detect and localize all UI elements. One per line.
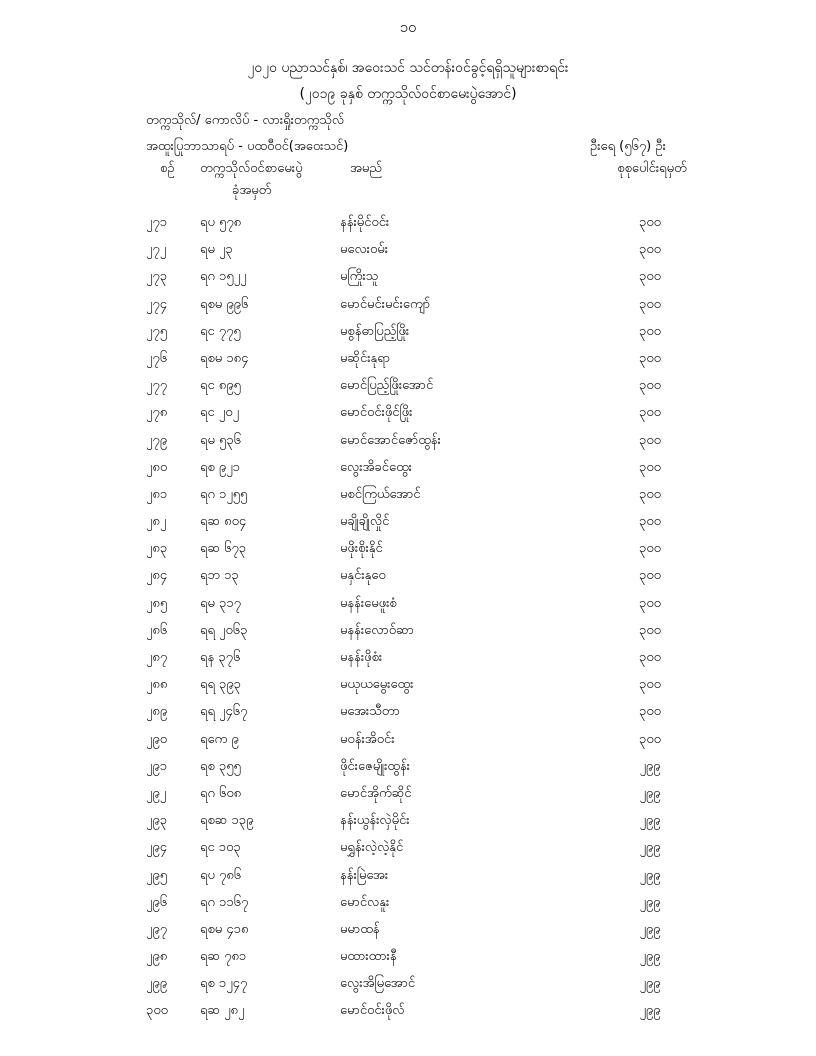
student-name: မနှင်းနုဝေ bbox=[340, 568, 386, 584]
student-name: မစင်ကြယ်အောင် bbox=[340, 486, 421, 502]
student-name: လွေးအိခင်ထွေး bbox=[340, 459, 412, 475]
roll-number: ရစမ ၉၉၆ bbox=[200, 296, 249, 312]
total-score: ၃၀၀ bbox=[639, 704, 661, 720]
roll-number: ရင ၇၇၅ bbox=[200, 323, 241, 339]
student-name: မောင်ပြည့်ဖြိုးအောင် bbox=[340, 378, 434, 394]
student-name: မောင်မင်းမင်းကျော် bbox=[340, 296, 431, 312]
total-score: ၃၀၀ bbox=[639, 459, 661, 475]
total-score: ၂၉၉ bbox=[639, 949, 661, 965]
row-number: ၂၈၂ bbox=[146, 514, 167, 530]
roll-number: ရဂ ၁၅၂၂ bbox=[200, 269, 247, 285]
row-number: ၂၈၃ bbox=[146, 541, 168, 557]
student-name: နန်းမြဲအေး bbox=[340, 867, 389, 883]
row-number: ၂၉၅ bbox=[146, 867, 168, 883]
total-score: ၃၀၀ bbox=[639, 378, 661, 394]
row-number: ၂၈၁ bbox=[146, 486, 168, 502]
row-number: ၂၈၉ bbox=[146, 704, 168, 720]
total-score: ၂၉၉ bbox=[639, 894, 661, 910]
student-name: မောင်အောင်ဇော်ထွန်း bbox=[340, 432, 441, 448]
total-score: ၂၉၉ bbox=[639, 785, 661, 801]
page-number: ၁၀ bbox=[399, 18, 417, 36]
table-row bbox=[0, 595, 816, 622]
roll-number: ရဆ ၂၈၂ bbox=[200, 1003, 245, 1019]
table-row bbox=[0, 921, 816, 948]
table-row bbox=[0, 1002, 816, 1029]
university-line: တက္ကသိုလ်/ ကောလိပ် - လားရှိုးတက္ကသိုလ် bbox=[146, 113, 345, 128]
total-score: ၃၀၀ bbox=[639, 405, 661, 421]
table-row bbox=[0, 214, 816, 241]
table-row bbox=[0, 867, 816, 894]
student-name: မလေးဝမ်း bbox=[340, 242, 389, 258]
roll-number: ရစ ၉၂၁ bbox=[200, 459, 240, 475]
table-row bbox=[0, 785, 816, 812]
student-name: မောင်အိုက်ဆိုင် bbox=[340, 785, 412, 801]
row-number: ၂၈၆ bbox=[146, 622, 168, 638]
student-name: နန်းယွန်းလှဲမိုင်း bbox=[340, 813, 410, 829]
table-row bbox=[0, 296, 816, 323]
roll-number: ရစမ ၄၁၈ bbox=[200, 921, 249, 937]
header-roll: တက္ကသိုလ်ဝင်စာမေးပွဲ bbox=[200, 161, 303, 176]
roll-number: ရပ ၇၈၆ bbox=[200, 867, 242, 883]
student-name: ဖိုင်းဇေမျိုးထွန်း bbox=[340, 758, 410, 774]
student-name: မထားထားနီ bbox=[340, 949, 397, 965]
total-score: ၃၀၀ bbox=[639, 215, 661, 230]
table-row bbox=[0, 432, 816, 459]
total-score: ၃၀၀ bbox=[639, 650, 661, 665]
total-score: ၃၀၀ bbox=[639, 269, 661, 285]
student-name: မောင်လနူး bbox=[340, 894, 390, 910]
table-row bbox=[0, 676, 816, 703]
roll-number: ရဆ ၇၈၁ bbox=[200, 949, 247, 965]
row-number: ၂၈၅ bbox=[146, 595, 168, 611]
table-row bbox=[0, 948, 816, 975]
table-row bbox=[0, 731, 816, 758]
student-name: မစွန်ဓာပြည့်ဖြိုး bbox=[340, 323, 410, 339]
total-score: ၂၉၉ bbox=[639, 867, 661, 883]
roll-number: ရဆ ၈၀၄ bbox=[200, 514, 247, 530]
row-number: ၂၉၄ bbox=[146, 840, 168, 856]
row-number: ၂၉၈ bbox=[146, 949, 168, 965]
table-row bbox=[0, 377, 816, 404]
student-name: မရွှန်းလဲ့လဲ့နိုင် bbox=[340, 840, 404, 856]
total-count: ဦးရေ (၅၆၇) ဦး bbox=[590, 139, 666, 154]
header-roll-line2: ခုံအမှတ် bbox=[232, 183, 272, 198]
major-line: အထူးပြုဘာသာရပ် - ပထဝီဝင်(အဝေးသင်) bbox=[146, 139, 349, 154]
row-number: ၂၉၇ bbox=[146, 921, 168, 937]
roll-number: ရဘ ၁၃ bbox=[200, 568, 239, 584]
student-name: နန်းမိုင်ဝင်း bbox=[340, 215, 390, 230]
row-number: ၂၈၀ bbox=[146, 459, 168, 475]
total-score: ၂၉၉ bbox=[639, 758, 661, 774]
document-title: ၂၀၂၀ ပညာသင်နှစ်၊ အဝေးသင် သင်တန်းဝင်ခွင့်ရရှိသူများစာရင်း bbox=[247, 60, 569, 76]
total-score: ၃၀၀ bbox=[639, 568, 661, 584]
row-number: ၂၈၄ bbox=[146, 568, 168, 584]
table-row bbox=[0, 622, 816, 649]
row-number: ၂၇၅ bbox=[146, 323, 168, 339]
student-name: မအေးသီတာ bbox=[340, 704, 400, 720]
roll-number: ရမ ၂၃ bbox=[200, 242, 233, 258]
roll-number: ရရ ၂၀၆၃ bbox=[200, 622, 248, 638]
table-row bbox=[0, 513, 816, 540]
table-row bbox=[0, 812, 816, 839]
student-name: မယုယမွေးထွေး bbox=[340, 677, 414, 693]
roll-number: ရင ၂၀၂ bbox=[200, 405, 239, 421]
student-name: မချိုချိုလှိုင် bbox=[340, 514, 390, 530]
results-table bbox=[0, 214, 816, 1030]
roll-number: ရဂ ၆၀၈ bbox=[200, 785, 242, 801]
table-row bbox=[0, 268, 816, 295]
row-number: ၂၉၃ bbox=[146, 813, 168, 829]
student-name: မမာထန် bbox=[340, 921, 380, 937]
roll-number: ရမ ၅၃၆ bbox=[200, 432, 241, 448]
table-row bbox=[0, 459, 816, 486]
roll-number: ရရ ၂၄၆၇ bbox=[200, 704, 248, 720]
roll-number: ရပ ၅၇၈ bbox=[200, 215, 242, 230]
student-name: လွေးအိမြအောင် bbox=[340, 976, 416, 992]
row-number: ၂၉၂ bbox=[146, 785, 167, 801]
row-number: ၂၈၇ bbox=[146, 650, 168, 665]
table-row bbox=[0, 404, 816, 431]
table-row bbox=[0, 758, 816, 785]
student-name: မောင်ဝင်းဖိုင်ဖြိုး bbox=[340, 405, 413, 421]
row-number: ၂၇၃ bbox=[146, 269, 168, 285]
roll-number: ရဂ ၁၂၅၅ bbox=[200, 486, 248, 502]
total-score: ၂၉၉ bbox=[639, 840, 661, 856]
student-name: မနန်းမေဖူးစံ bbox=[340, 595, 397, 611]
row-number: ၂၇၂ bbox=[146, 242, 167, 258]
total-score: ၃၀၀ bbox=[639, 677, 661, 693]
row-number: ၂၇၈ bbox=[146, 405, 168, 421]
roll-number: ရဆ ၆၇၃ bbox=[200, 541, 247, 557]
roll-number: ရန ၃၇၆ bbox=[200, 650, 241, 665]
total-score: ၃၀၀ bbox=[639, 622, 661, 638]
document-subtitle: (၂၀၁၉ ခုနှစ် တက္ကသိုလ်ဝင်စာမေးပွဲအောင်) bbox=[299, 86, 517, 102]
roll-number: ရဂ ၁၁၆၇ bbox=[200, 894, 249, 910]
header-name: အမည် bbox=[350, 161, 382, 176]
table-row bbox=[0, 241, 816, 268]
student-name: မဖိုးစိုးနိုင် bbox=[340, 541, 383, 557]
total-score: ၃၀၀ bbox=[639, 323, 661, 339]
row-number: ၂၇၁ bbox=[146, 215, 168, 230]
table-row bbox=[0, 567, 816, 594]
roll-number: ရစဆ ၁၃၉ bbox=[200, 813, 254, 829]
table-row bbox=[0, 894, 816, 921]
table-row bbox=[0, 540, 816, 567]
total-score: ၃၀၀ bbox=[639, 242, 661, 258]
header-no: စဉ် bbox=[160, 161, 175, 176]
total-score: ၂၉၉ bbox=[639, 976, 661, 992]
table-row bbox=[0, 839, 816, 866]
row-number: ၂၇၇ bbox=[146, 378, 168, 394]
row-number: ၂၈၈ bbox=[146, 677, 168, 693]
student-name: မကြိုးသူ bbox=[340, 269, 379, 285]
row-number: ၂၇၉ bbox=[146, 432, 168, 448]
student-name: မနန်းဖိုစံး bbox=[340, 650, 383, 665]
row-number: ၂၉၉ bbox=[146, 976, 168, 992]
roll-number: ရမ ၃၁၇ bbox=[200, 595, 241, 611]
total-score: ၃၀၀ bbox=[639, 514, 661, 530]
total-score: ၂၉၉ bbox=[639, 1003, 661, 1019]
row-number: ၂၉၁ bbox=[146, 758, 168, 774]
row-number: ၃၀၀ bbox=[146, 1003, 168, 1019]
roll-number: ရစမ ၁၈၄ bbox=[200, 350, 249, 366]
table-row bbox=[0, 649, 816, 676]
row-number: ၂၇၆ bbox=[146, 350, 168, 366]
table-row bbox=[0, 975, 816, 1002]
roll-number: ရကေ ၉ bbox=[200, 731, 239, 747]
student-name: မဆိုင်းနုရာ bbox=[340, 350, 391, 366]
student-name: မဝန်းအိဝင်း bbox=[340, 731, 395, 747]
table-row bbox=[0, 350, 816, 377]
total-score: ၂၉၉ bbox=[639, 921, 661, 937]
row-number: ၂၇၄ bbox=[146, 296, 168, 312]
total-score: ၃၀၀ bbox=[639, 486, 661, 502]
student-name: မနန်းလောဝ်ဆာ bbox=[340, 622, 414, 638]
table-row bbox=[0, 703, 816, 730]
student-name: မောင်ဝင်းဖိုလ် bbox=[340, 1003, 405, 1019]
roll-number: ရင ၁၀၃ bbox=[200, 840, 241, 856]
roll-number: ရစ ၃၅၅ bbox=[200, 758, 241, 774]
header-score: စုစုပေါင်းရမှတ် bbox=[617, 161, 687, 176]
table-row bbox=[0, 486, 816, 513]
roll-number: ရစ ၁၂၄၇ bbox=[200, 976, 248, 992]
roll-number: ရရ ၃၉၃ bbox=[200, 677, 241, 693]
total-score: ၃၀၀ bbox=[639, 595, 661, 611]
roll-number: ရင ၈၉၅ bbox=[200, 378, 241, 394]
row-number: ၂၉၆ bbox=[146, 894, 168, 910]
total-score: ၂၉၉ bbox=[639, 813, 661, 829]
total-score: ၃၀၀ bbox=[639, 296, 661, 312]
total-score: ၃၀၀ bbox=[639, 350, 661, 366]
total-score: ၃၀၀ bbox=[639, 432, 661, 448]
table-row bbox=[0, 323, 816, 350]
total-score: ၃၀၀ bbox=[639, 541, 661, 557]
row-number: ၂၉၀ bbox=[146, 731, 168, 747]
total-score: ၃၀၀ bbox=[639, 731, 661, 747]
